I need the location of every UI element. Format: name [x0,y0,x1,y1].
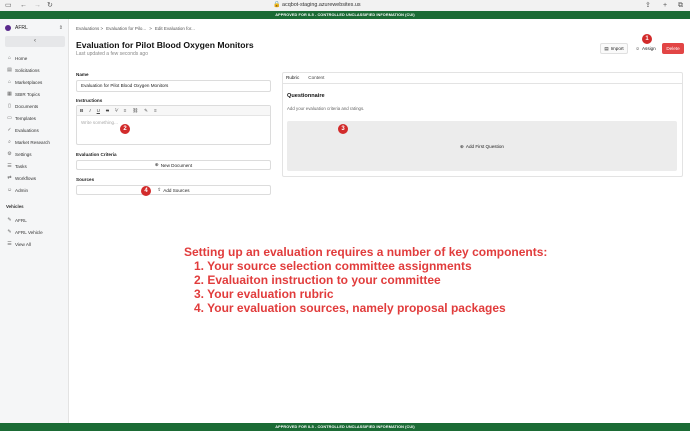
user-icon: ☺ [6,187,13,193]
instructions-placeholder: Write something... [81,120,118,125]
store-icon: ⌂ [7,79,12,85]
sidebar-item-admin[interactable]: ☺ Admin [6,187,29,193]
caption-item: 4. Your evaluation sources, namely proposal packages [194,301,506,315]
align-button[interactable]: ≡ [154,108,157,113]
back-icon[interactable]: ← [20,2,27,9]
step-marker-4: 4 [141,186,151,196]
editor-toolbar [77,106,270,116]
pencil-icon: ✎ [7,217,12,223]
vehicles-section-label: Vehicles [6,204,24,209]
caption-item: 3. Your evaluation rubric [194,287,334,301]
breadcrumb-evaluations[interactable]: Evaluations > [76,26,104,31]
annotation-caption [184,245,548,315]
step-marker-1: 1 [642,34,652,44]
forward-icon[interactable]: → [34,2,41,9]
sidebar-item-view-all[interactable]: ☰ View All [7,241,32,247]
sidebar-item-workflows[interactable]: ⇄ Workflows [7,175,37,181]
sidebar [0,19,69,423]
underline-button[interactable]: U [96,108,100,113]
add-first-question-button[interactable]: ⊕ Add First Question [460,143,504,149]
breadcrumb-separator: > [149,26,152,31]
breadcrumb-edit-evaluation: Edit Evaluation for... [154,26,195,31]
sidebar-item-sbir-topics[interactable]: ▦ SBIR Topics [7,91,40,97]
task-icon: ☰ [7,163,12,169]
sidebar-item-vehicle-afrl[interactable]: ✎ AFRL [7,217,27,223]
org-switcher[interactable] [5,22,65,34]
caption-heading: Setting up an evaluation requires a number of key components: [184,245,548,259]
list-icon: ☰ [7,241,12,247]
grid-icon: ▦ [7,91,12,97]
evaluation-criteria-label: Evaluation Criteria [76,152,117,157]
link-button[interactable]: ⛓ [132,107,139,113]
collapse-sidebar-button[interactable]: ‹ [5,36,65,47]
user-icon: ☺ [635,46,640,51]
workflow-icon: ⇄ [7,175,12,181]
sidebar-toggle-icon[interactable]: ▭ [5,2,12,9]
sidebar-item-evaluations[interactable]: ✓ Evaluations [7,127,39,133]
caption-item: 2. Evaluaiton instruction to your committee [194,273,441,287]
page-title: Evaluation for Pilot Blood Oxygen Monitors [76,40,254,50]
caption-item: 1. Your source selection committee assignments [194,259,472,273]
questionnaire-subtitle: Add your evaluation criteria and ratings. [287,106,365,111]
classification-banner-top: APPROVED FOR IL5 - CONTROLLED UNCLASSIFIED INFORMATION (CUI) [0,11,690,19]
sources-label: Sources [76,177,95,182]
name-label: Name [76,72,89,77]
bullet-list-button[interactable]: ≡ [123,108,127,113]
plus-circle-icon: ⊕ [154,162,159,167]
tab-rubric[interactable]: Rubric [286,75,300,80]
delete-button[interactable]: Delete [662,43,684,54]
org-name: AFRL [15,25,28,31]
plus-circle-icon: ⊕ [460,143,464,149]
document-icon: ▤ [7,67,12,73]
italic-button[interactable]: I [89,108,91,113]
new-tab-icon[interactable]: + [663,2,668,9]
name-input[interactable]: Evaluation for Pilot Blood Oxygen Monitors [76,80,271,92]
tab-divider [282,83,683,84]
sidebar-item-marketplaces[interactable]: ⌂ Marketplaces [7,79,43,85]
browser-toolbar [0,0,690,11]
sidebar-item-market-research[interactable]: ⌕ Market Research [6,137,66,147]
strikethrough-button[interactable]: S [105,108,110,113]
step-marker-2: 2 [120,124,130,134]
breadcrumb [76,26,195,31]
sidebar-item-solicitations[interactable]: ▤ Solicitations [7,67,40,73]
highlight-button[interactable]: ✎ [144,107,149,113]
share-icon[interactable]: ⇪ [645,2,651,9]
add-sources-button[interactable]: ⇪ Add Sources [76,185,271,195]
instructions-editor[interactable] [76,105,271,145]
org-logo-icon [5,25,11,31]
search-icon: ⌕ [8,139,11,145]
step-marker-3: 3 [338,124,348,134]
file-icon: ▯ [8,103,11,109]
home-icon: ⌂ [7,55,12,61]
new-document-button[interactable]: ⊕ New Document [76,160,271,170]
check-icon: ✓ [7,127,12,133]
classification-banner-bottom: APPROVED FOR IL5 - CONTROLLED UNCLASSIFIED INFORMATION (CUI) [0,423,690,431]
sidebar-item-templates[interactable]: ▭ Templates [7,115,36,121]
sidebar-item-documents[interactable]: ▯ Documents [6,101,66,111]
questionnaire-title: Questionnaire [287,93,325,99]
address-bar[interactable]: acqbot-staging.azurewebsites.us [282,2,361,8]
pencil-icon: ✎ [7,229,12,235]
gear-icon: ⚙ [7,151,12,157]
import-button[interactable]: ▤ Import [600,43,628,54]
template-icon: ▭ [7,115,12,121]
sidebar-item-vehicle-afrl-vehicle[interactable]: ✎ AFRL Vehicle [7,229,43,235]
sidebar-item-tasks[interactable]: ☰ Tasks [7,163,27,169]
chevron-updown-icon: ⇕ [58,25,63,31]
bold-button[interactable]: B [80,108,84,113]
rubric-tabs [282,73,324,82]
ordered-list-button[interactable]: ⅟ [115,107,118,113]
sidebar-item-settings[interactable]: ⚙ Settings [7,151,32,157]
last-updated-text: Last updated a few seconds ago [76,51,148,57]
tabs-overview-icon[interactable]: ⧉ [678,2,683,9]
lock-icon: 🔒 [273,2,281,8]
upload-icon: ⇪ [157,187,162,192]
tab-content[interactable]: Content [308,75,325,80]
sidebar-item-home[interactable]: ⌂ Home [7,55,28,61]
reload-icon[interactable]: ↻ [47,2,53,9]
instructions-label: Instructions [76,98,103,103]
import-icon: ▤ [604,45,609,51]
assign-button[interactable]: ☺ Assign [635,46,656,51]
breadcrumb-evaluation[interactable]: Evaluation for Pilo... [106,26,147,31]
